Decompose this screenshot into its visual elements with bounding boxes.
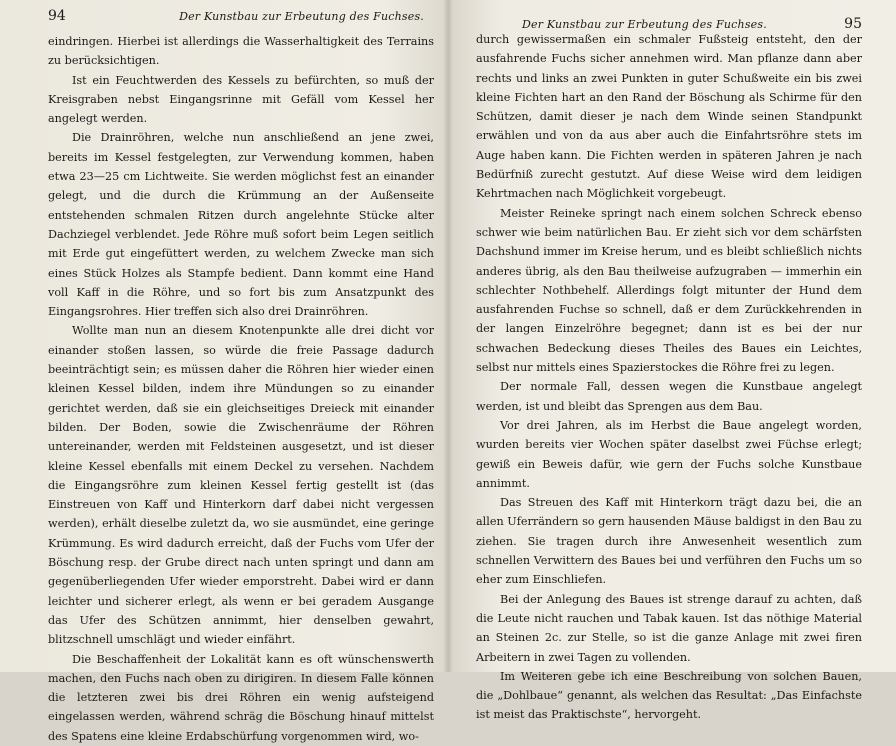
left-running-head: Der Kunstbau zur Erbeutung des Fuchses. bbox=[179, 10, 424, 23]
left-page-body bbox=[48, 32, 434, 746]
right-paragraph-2: Meister Reineke springt nach einem solchen Schreck ebenso schwer wie beim natürlichen Bau. Er zieht sich vor dem schärfsten Dachshund immer im Kreise herum, und es bleibt schließlich nichts anderes übrig, als den Bau theilweise aufzugraben — immerhin ein schlechter Nothbehelf. Allerdings folgt mitunter der Hund dem ausfahrenden Fuchse so schnell, daß er dem Zurückkehrenden in der langen Einzelröhre begegnet; dann ist es bei der nur schwachen Bedeckung dieses Theiles des Baues ein Leichtes, selbst nur mittels eines Spazierstockes die Röhre frei zu legen. bbox=[476, 206, 862, 375]
right-paragraph-4: Vor drei Jahren, als im Herbst die Baue angelegt worden, wurden bereits vier Wochen später daselbst zwei Füchse erlegt; gewiß ein Beweis dafür, wie gern der Fuchs solche Kunstbaue annimmt. bbox=[476, 418, 862, 490]
left-page bbox=[0, 0, 448, 743]
right-paragraph-5: Das Streuen des Kaff mit Hinterkorn trägt dazu bei, die an allen Uferrändern so gern hausenden Mäuse baldigst in den Bau zu ziehen. Sie tragen durch ihre Anwesenheit wesentlich zum schnellen Verwittern des Baues bei und verführen den Fuchs um so eher zum Einschliefen. bbox=[476, 496, 862, 587]
left-paragraph-5: Die Beschaffenheit der Lokalität kann es oft wünschenswerth machen, den Fuchs nach oben zu dirigiren. In diesem Falle können die letzteren zwei bis drei Röhren ein wenig aufsteigend eingelassen werden, während schräg die Böschung hinauf mittelst des Spatens eine kleine Erdabschürfung vorgenommen wird, wo- bbox=[48, 652, 434, 743]
left-page-number: 94 bbox=[48, 8, 66, 24]
left-paragraph-4: Wollte man nun an diesem Knotenpunkte alle drei dicht vor einander stoßen lassen, so würde die freie Passage dadurch beeinträchtigt sein; es müssen daher die Röhren hier wieder einen kleinen Kessel bilden, indem ihre Mündungen so zu einander gerichtet werden, daß sie ein gleichseitiges Dreieck mit einander bilden. Der Boden, sowie die Zwischenräume der Röhren untereinander, werden mit Feldsteinen ausgesetzt, und ist dieser kleine Kessel ebenfalls mit einem Deckel zu versehen. Nachdem die Eingangsröhre zum kleinen Kessel fertig gestellt ist (das Einstreuen von Kaff und Hinterkorn darf dabei nicht vergessen werden), erhält dieselbe zuletzt da, wo sie ausmündet, eine geringe Krümmung. Es wird dadurch erreicht, daß der Fuchs vom Ufer der Böschung resp. der Grube direct nach unten springt und dann am gegenüberliegenden Ufer wieder emporstreht. Dabei wird er dann leichter und sicherer erlegt, als wenn er bei geradem Ausgange das Ufer des Schützen annimmt, hier denselben gewahrt, blitzschnell umschlägt und wieder einfährt. bbox=[48, 324, 434, 647]
right-paragraph-1: durch gewissermaßen ein schmaler Fußsteig entsteht, den der ausfahrende Fuchs sicher annehmen wird. Man pflanze dann aber rechts und links an zwei Punkten in guter Schußweite ein bis zwei kleine Fichten hart an den Rand der Böschung als Schirme für den Schützen, damit dieser je nach dem Winde seinen Standpunkt erwählen und von da aus aber auch die Einfahrtsröhre stets im Auge haben kann. Die Fichten werden in späteren Jahren je nach Bedürfniß zurecht gestutzt. Auf diese Weise wird dem leidigen Kehrtmachen nach Möglichkeit vorgebeugt. bbox=[476, 33, 862, 201]
left-paragraph-1: eindringen. Hierbei ist allerdings die Wasserhaltigkeit des Terrains zu berücksichtigen. bbox=[48, 35, 434, 68]
right-page-body bbox=[476, 30, 862, 725]
right-running-head: Der Kunstbau zur Erbeutung des Fuchses. bbox=[522, 18, 767, 31]
left-paragraph-2: Ist ein Feuchtwerden des Kessels zu befürchten, so muß der Kreisgraben nebst Eingangsrinne mit Gefäll vom Kessel her angelegt werden. bbox=[48, 73, 434, 126]
right-page-number: 95 bbox=[844, 16, 862, 32]
right-paragraph-3: Der normale Fall, dessen wegen die Kunstbaue angelegt werden, ist und bleibt das Sprengen aus dem Bau. bbox=[476, 380, 862, 413]
right-paragraph-7: Im Weiteren gebe ich eine Beschreibung von solchen Bauen, die „Dohlbaue“ genannt, als welchen das Resultat: „Das Einfachste ist meist das Praktischste“, hervorgeht. bbox=[476, 669, 862, 722]
left-page-header bbox=[48, 8, 434, 32]
right-page bbox=[448, 0, 896, 722]
right-paragraph-6: Bei der Anlegung des Baues ist strenge darauf zu achten, daß die Leute nicht rauchen und Tabak kauen. Ist das nöthige Material an Steinen 2c. zur Stelle, so ist die ganze Anlage mit zwei firen Arbeitern in zwei Tagen zu vollenden. bbox=[476, 592, 862, 664]
right-page-header bbox=[476, 8, 862, 32]
left-paragraph-3: Die Drainröhren, welche nun anschließend an jene zwei, bereits im Kessel festgelegten, zur Verwendung kommen, haben etwa 23—25 cm Lichtweite. Sie werden möglichst fest an einander gelegt, und die durch die Krümmung an der Außenseite entstehenden schmalen Ritzen durch angelehnte Stücke alter Dachziegel verblendet. Jede Röhre muß sofort beim Legen seitlich mit Erde gut eingefüttert werden, zu welchem Zwecke man sich eines Stück Holzes als Stampfe bedient. Dann kommt eine Hand voll Kaff in die Röhre, und so fort bis zum Ansatzpunkt des Eingangsrohres. Hier treffen sich also drei Drainröhren. bbox=[48, 131, 434, 319]
